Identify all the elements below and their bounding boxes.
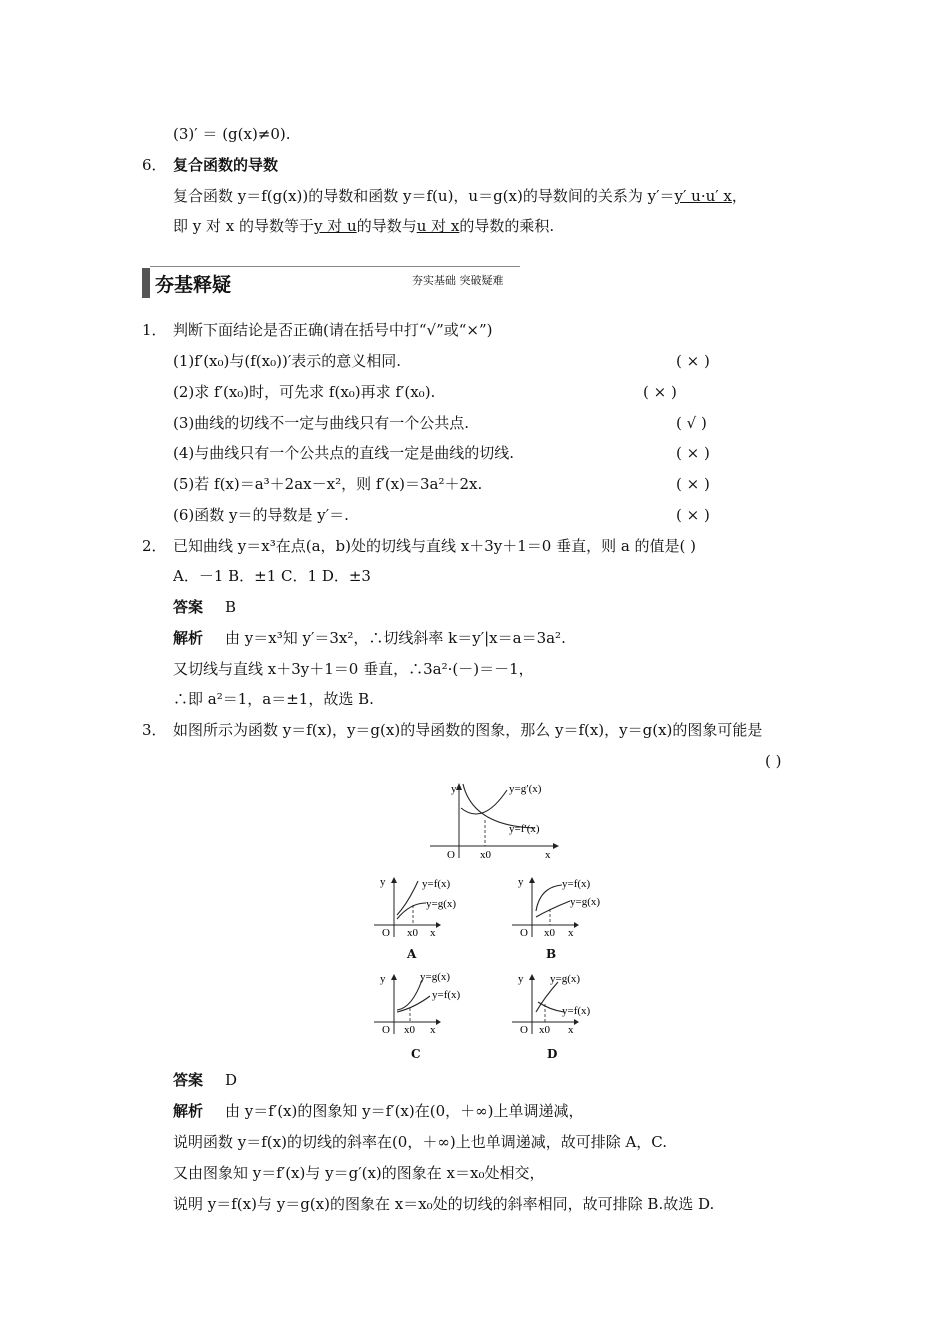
- q1-item-4: (4)与曲线只有一个公共点的直线一定是曲线的切线.: [173, 444, 515, 462]
- section-subtitle: 夯实基础 突破疑难: [412, 274, 504, 287]
- q3-number: 3．: [142, 721, 167, 739]
- g-label: y=g(x): [426, 898, 457, 910]
- text: 即 y 对 x 的导数等于: [173, 217, 315, 235]
- x-arrow: [436, 1019, 441, 1025]
- q1-number: 1．: [142, 321, 167, 339]
- origin-label: O: [447, 849, 455, 861]
- origin-label: O: [520, 927, 528, 939]
- g-curve: [397, 903, 426, 919]
- section-title: 夯基释疑: [155, 274, 232, 296]
- y-label: y: [518, 973, 524, 985]
- section-6-paragraph-1: [173, 186, 747, 206]
- x-arrow: [574, 1019, 579, 1025]
- q1-mark-1: ( × ): [676, 352, 710, 370]
- g-label: y=g(x): [420, 971, 451, 983]
- q2-explanation-1: 由 y＝x³知 y′＝3x²，∴切线斜率 k＝y′|x＝a＝3a².: [225, 629, 566, 647]
- text: ，: [731, 187, 747, 205]
- y-label: y: [380, 973, 386, 985]
- x-arrow: [436, 922, 441, 928]
- q1-mark-6: ( × ): [676, 506, 710, 524]
- option-d-caption: D: [547, 1047, 558, 1061]
- q3-explanation-2: 说明函数 y＝f(x)的切线的斜率在(0，＋∞)上也单调递减，故可排除 A，C.: [173, 1133, 668, 1151]
- y-label: y: [380, 876, 386, 888]
- q1-item-1: (1)f′(x₀)与(f(x₀))′表示的意义相同.: [173, 352, 401, 370]
- f-label: y=f(x): [432, 989, 461, 1001]
- option-c-graph: [370, 970, 480, 1040]
- origin-label: O: [382, 1024, 390, 1036]
- q3-explanation-4: 说明 y＝f(x)与 y＝g(x)的图象在 x＝x₀处的切线的斜率相同，故可排除 B.故选 D.: [173, 1195, 715, 1213]
- q1-mark-4: ( × ): [676, 444, 710, 462]
- x-label: x: [545, 849, 551, 861]
- derivative-graph: [425, 778, 565, 863]
- text: 复合函数 y＝f(g(x))的导数和函数 y＝f(u)，u＝g(x)的导数间的关系为 y′: [173, 187, 660, 205]
- f-label: y=f(x): [562, 1005, 591, 1017]
- y-arrow: [529, 877, 535, 883]
- text: 的导数的乘积.: [459, 217, 555, 235]
- option-c-caption: C: [411, 1047, 421, 1061]
- option-a-graph: [370, 873, 480, 943]
- x-arrow: [574, 922, 579, 928]
- q1-mark-3: ( √ ): [676, 414, 707, 432]
- x0-label: x0: [404, 1024, 415, 1036]
- q2-stem: 已知曲线 y＝x³在点(a，b)处的切线与直线 x＋3y＋1＝0 垂直，则 a 的值是( ): [173, 537, 697, 555]
- q3-stem: 如图所示为函数 y＝f(x)，y＝g(x)的导函数的图象，那么 y＝f(x)，y＝g(x)的图象可能是: [173, 721, 763, 739]
- g-curve: [397, 980, 422, 1010]
- f-curve: [397, 881, 418, 915]
- text: ＝: [659, 187, 675, 205]
- x0-label: x0: [539, 1024, 550, 1036]
- blank-answer: u 对 x: [416, 217, 460, 235]
- q3-answer: D: [225, 1071, 238, 1089]
- q2-answer-label: 答案: [173, 598, 204, 616]
- y-arrow: [456, 783, 462, 790]
- x-label: x: [430, 1024, 436, 1036]
- option-d-graph: [508, 970, 618, 1040]
- q2-options: A．－1 B．±1 C．1 D．±3: [173, 567, 371, 585]
- q2-number: 2．: [142, 537, 167, 555]
- section-6-paragraph-2: [173, 216, 554, 236]
- q1-item-6: (6)函数 y＝的导数是 y′＝.: [173, 506, 349, 524]
- y-label: y: [451, 783, 457, 795]
- q1-mark-5: ( × ): [676, 475, 710, 493]
- blank-answer: y′ u·u′ x: [674, 187, 732, 205]
- y-label: y: [518, 876, 524, 888]
- y-arrow: [529, 974, 535, 980]
- q2-explanation-label: 解析: [173, 629, 204, 647]
- q2-explanation-2: 又切线与直线 x＋3y＋1＝0 垂直，∴3a²·(－)＝－1，: [173, 660, 534, 678]
- y-arrow: [391, 974, 397, 980]
- option-a-caption: A: [407, 947, 417, 961]
- q3-explanation-label: 解析: [173, 1102, 204, 1120]
- formula-line: (3)′ ＝ (g(x)≠0).: [173, 125, 291, 143]
- q3-answer-paren: ( ): [765, 752, 782, 770]
- q1-stem: 判断下面结论是否正确(请在括号中打“√”或“×”): [173, 321, 493, 339]
- x-label: x: [568, 927, 574, 939]
- q2-explanation-3: ∴即 a²＝1，a＝±1，故选 B.: [173, 690, 374, 708]
- text: 的导数与: [356, 217, 417, 235]
- option-b-caption: B: [546, 947, 557, 961]
- q3-explanation-3: 又由图象知 y＝f′(x)与 y＝g′(x)的图象在 x＝x₀处相交，: [173, 1164, 545, 1182]
- q3-explanation-1: 由 y＝f′(x)的图象知 y＝f′(x)在(0，＋∞)上单调递减，: [225, 1102, 584, 1120]
- q3-answer-label: 答案: [173, 1071, 204, 1089]
- g-label: y=g(x): [570, 896, 601, 908]
- x0-label: x0: [407, 927, 418, 939]
- x-label: x: [568, 1024, 574, 1036]
- f-curve: [536, 885, 562, 911]
- x-arrow: [553, 843, 559, 849]
- g-label: y=g(x): [550, 973, 581, 985]
- x0-label: x0: [480, 849, 491, 861]
- f-label: y=f(x): [562, 878, 591, 890]
- section-bar: [142, 268, 150, 298]
- origin-label: O: [520, 1024, 528, 1036]
- section-6-number: 6．: [142, 156, 167, 174]
- g-prime-label: y=g′(x): [509, 783, 542, 795]
- q1-item-2: (2)求 f′(x₀)时，可先求 f(x₀)再求 f′(x₀).: [173, 383, 436, 401]
- section-6-title: 复合函数的导数: [173, 156, 279, 174]
- y-arrow: [391, 877, 397, 883]
- q2-answer: B: [225, 598, 237, 616]
- g-curve: [536, 901, 570, 917]
- q1-item-3: (3)曲线的切线不一定与曲线只有一个公共点.: [173, 414, 470, 432]
- f-prime-label: y=f′(x): [509, 823, 540, 835]
- q1-mark-2: ( × ): [643, 383, 677, 401]
- f-label: y=f(x): [422, 878, 451, 890]
- q1-item-5: (5)若 f(x)＝a³＋2ax－x²，则 f′(x)＝3a²＋2x.: [173, 475, 483, 493]
- g-prime-curve: [461, 790, 507, 814]
- origin-label: O: [382, 927, 390, 939]
- x-label: x: [430, 927, 436, 939]
- option-b-graph: [508, 873, 618, 943]
- x0-label: x0: [544, 927, 555, 939]
- blank-answer: y 对 u: [314, 217, 357, 235]
- section-rule: [150, 266, 520, 267]
